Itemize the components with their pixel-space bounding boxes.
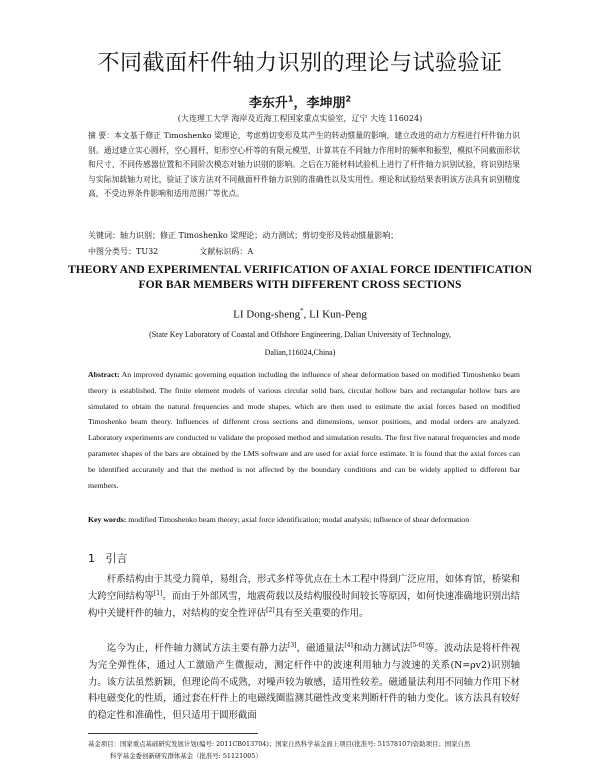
clc-value: TU32 [136,247,159,256]
affiliation-chinese: (大连理工大学 海岸及近海工程国家重点实验室，辽宁 大连 116024) [177,114,423,123]
footnote-divider [88,733,258,734]
title-chinese: 不同截面杆件轴力识别的理论与试验验证 [97,51,503,76]
intro-p1-text-a: 杆系结构由于其受力简单，易组合，形式多样等优点在土木工程中得到广泛应用，如体育馆，桥梁和大跨空间结构等 [88,574,520,602]
keywords-chinese-label: 关键词： [88,231,120,240]
intro-paragraph-2 [88,641,520,725]
citation-ref[interactable]: [2] [266,606,275,614]
citation-ref[interactable]: [3] [288,641,297,649]
keywords-english-label: Key words: [88,515,127,524]
citation-ref[interactable]: [4] [344,641,353,649]
citation-ref[interactable]: [5-6] [410,641,425,649]
funding-label: 基金项目： [88,740,120,748]
author-separator: ， [293,96,307,111]
section-heading-introduction [88,550,128,566]
author-1: 李东升 [248,96,288,111]
abstract-chinese-text: 本文基于修正 Timoshenko 梁理论，考虑剪切变形及其产生的转动惯量的影响，建立改进的动力方程进行杆件轴力识别。通过建立实心圆杆，空心圆杆，矩形空心杆等的有限元模型，计算其在不同轴力作用时的频率和振型，模拟不同截面形状和尺寸、不同传感器位置和不同阶次模态对轴力识别的影响。之后在万能材料试验机上进行了杆件轴力识别试验，将识别结果与实际加载轴力对比，验证了该方法对不同截面杆件轴力识别的准确性以及实用性。理论和试验结果表明该方法具有识别精度高，不受边界条件影响和适用范围广等优点。 [88,131,521,198]
abstract-english-text: An improved dynamic governing equation including the influence of shear deformation based on modified Timoshenko beam theory is established. The finite element models of various circular solid bars, circular hollow bars and rectangular hollow bars are simulated to obtain the natural frequencies and mode shapes, which are then used to estimate the axial forces based on modified Timoshenko beam theory. Influences of different cross sections and dimensions, sensor positions, and modal orders are analyzed. Laboratory experiments are conducted to validate the proposed method and simulation results. The first five natural frequencies and mode parameter shapes of the bars are obtained by the LMS software and are used for axial force estimate. It is found that the axial forces can be identified accurately and that the method is not affected by the boundary conditions and can be widely applied to different bar members. [88,370,520,490]
classification-line [88,246,520,257]
doc-code-value: A [247,247,254,256]
intro-paragraph-1 [88,572,520,622]
section-number: 1 [88,552,95,565]
doc-code-label: 文献标识码： [199,247,248,256]
intro-p1-text-b: 。而由于外部风雪，地震荷载以及结构服役时间较长等原因，如何快速准确地识别出结构中关键杆件的轴力，对结构的安全性评估 [88,590,520,619]
funding-line-1: 国家重点基础研究发展计划(编号: 2011CB013704)；国家自然科学基金面上项目(批准号: 51578107)资助项目；国家自然 [119,740,471,748]
authors-chinese [0,92,600,111]
citation-ref[interactable]: [1] [153,589,163,597]
section-title: 引言 [105,552,128,565]
author-en-1: LI Dong-sheng [233,308,301,321]
title-english: THEORY AND EXPERIMENTAL VERIFICATION OF AXIAL FORCE IDENTIFICATION FOR BAR MEMBERS WITH DIFFERENT CROSS SECTIONS [68,263,532,291]
authors-english [0,307,600,321]
abstract-chinese-label: 摘 要： [88,131,115,140]
author-en-rest: , LI Kun-Peng [303,308,367,321]
intro-p1-text-c: 具有至关重要的作用。 [274,607,369,619]
abstract-english [88,367,520,493]
keywords-chinese-text: 轴力识别；修正 Timoshenko 梁理论；动力测试；剪切变形及转动惯量影响； [120,231,399,240]
intro-p2-text-c: 和动力测试法 [352,643,411,654]
abstract-chinese [88,129,520,202]
keywords-chinese [88,230,520,242]
author-2-affil-mark: 2 [345,94,352,104]
corresponding-mark: * [300,307,304,315]
intro-p2-text-b: ，磁通量法 [296,643,345,654]
intro-p2-text-d: 等。波动法是将杆件视为完全弹性体，通过人工激励产生微振动，测定杆件中的波速利用轴力与波速的关系(N=ρv2)识别轴力。该方法虽然新颖，但理论尚不成熟，对噪声较为敏感，适用性较差。磁通量法利用不同轴力作用下材料电磁变化的性质，通过套在杆件上的电磁线圈监测其磁性改变来判断杆件的轴力变化。该方法具有较好的稳定性和准确性，但只适用于圆形截面 [88,643,520,722]
abstract-english-label: Abstract: [88,370,120,379]
affiliation-english: (State Key Laboratory of Coastal and Offshore Engineering, Dalian University of Technology, Dalian,116024,China) [149,330,451,357]
keywords-english [88,512,520,528]
author-1-affil-mark: 1 [287,94,294,104]
funding-footnote [88,738,520,762]
keywords-english-text: modified Timoshenko beam theory; axial force identification; modal analysis; influence of shear deformation [126,515,470,524]
intro-p2-text-a: 迄今为止，杆件轴力测试方法主要有静力法 [106,643,288,654]
clc-label: 中图分类号： [88,247,136,256]
funding-line-2: 科学基金委创新研究群体基金（批准号: 51121005） [110,752,262,760]
author-2: 李坤朋 [306,96,346,111]
